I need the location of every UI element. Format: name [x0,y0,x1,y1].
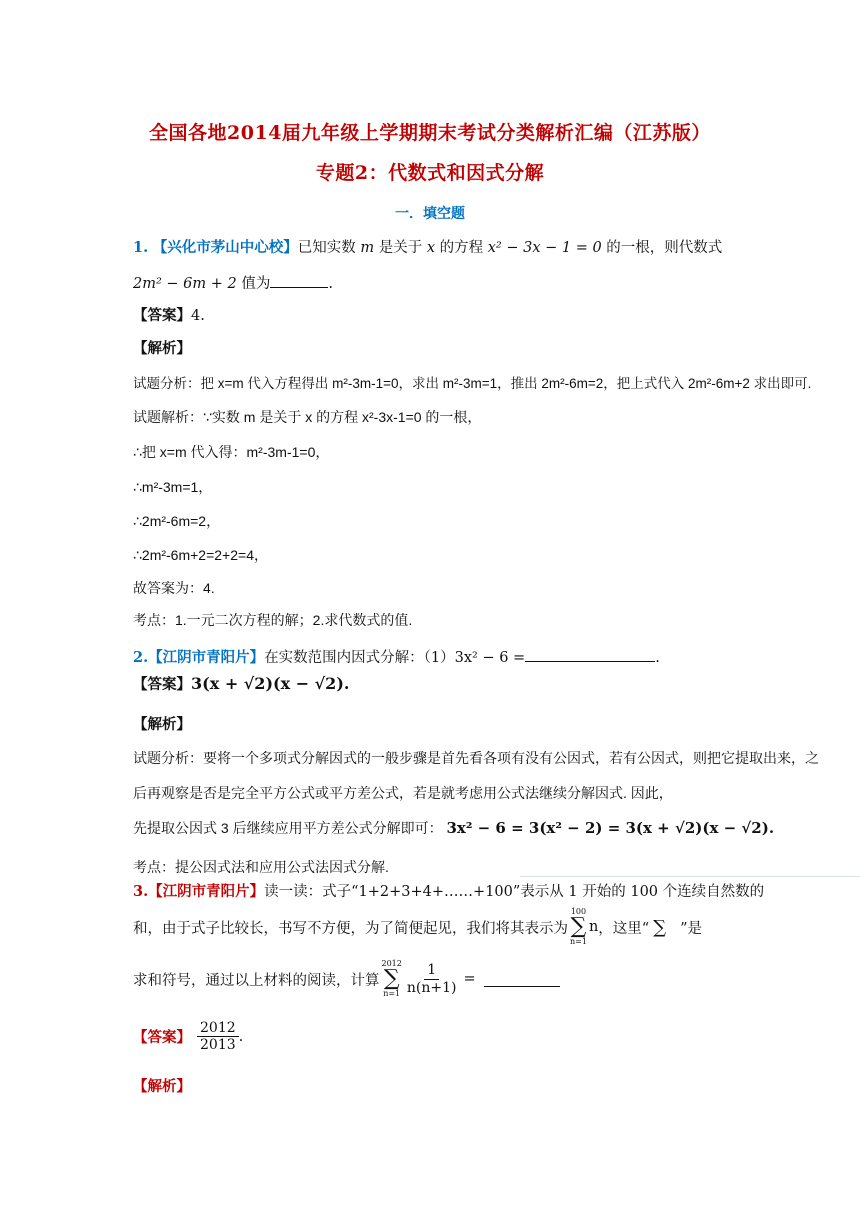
q3-sum-term: n [588,919,599,935]
q3-text-a: 读一读：式子“1+2+3+4+……+100”表示从 1 开始的 100 个连续自然数的 [264,884,765,900]
q3-source: 【江阴市青阳片】 [148,883,265,900]
q3-answer-blank [484,985,560,987]
q2-analysis-line: 试题分析：要将一个多项式分解因式的一般步骤是首先看各项有没有公因式，若有公因式，则把它提取出来，之 [133,750,819,766]
q1-text-c: 的方程 [439,240,484,256]
q1-answer-value: 4. [191,308,205,324]
q2-source: 【江阴市青阳片】 [148,649,265,666]
q3-sum-notation [570,908,587,946]
q3-text-c: ，这里“ [598,920,650,937]
q3-fraction [404,962,460,995]
q1-analysis-line: ∴m²-3m=1， [133,479,213,495]
q3-text-e: 求和符号，通过以上材料的阅读，计算 [133,972,380,989]
q1-knowledge-point: 考点：1.一元二次方程的解；2.求代数式的值. [133,612,413,628]
q3-fraction-numerator: 1 [424,962,439,979]
q3-text-b: 和，由于式子比较长，书写不方便，为了简便起见，我们将其表示为 [133,920,568,937]
sigma-icon: ∑ [383,966,400,991]
q1-expression: 2m² − 6m + 2 [133,276,237,292]
q1-analysis-line: ∴2m²-6m+2=2+2=4， [133,547,268,563]
sigma-icon: ∑ [653,916,667,938]
q3-answer-label: 【答案】 [133,1029,191,1047]
q1-analysis-line: ∴2m²-6m=2， [133,513,221,529]
q3-stem-line2 [133,908,702,946]
q2-answer-blank [525,660,655,662]
q1-analysis-line: 故答案为：4. [133,580,215,596]
q1-text-b: 是关于 [378,240,423,256]
q3-answer [133,1020,243,1053]
q1-var-m: m [360,240,375,256]
q3-text-d: ”是 [680,920,702,937]
q3-sum-notation [382,960,402,998]
q1-answer-label: 【答案】 [133,307,191,324]
q1-answer-blank [270,286,328,288]
q3-answer-end: . [238,1028,244,1045]
q1-text-end: . [328,276,333,292]
q1-analysis-line: ∴把 x=m 代入得：m²-3m-1=0， [133,444,330,460]
q1-analysis-line: 试题分析：把 x=m 代入方程得出 m²-3m-1=0，求出 m²-3m=1，推出 2m²-6m=2，把上式代入 2m²-6m+2 求出即可. [133,376,812,391]
q3-sum-lower-limit: n=1 [383,989,401,998]
q1-analysis-label: 【解析】 [133,340,191,357]
q1-text-d: 的一根，则代数式 [606,240,723,256]
q3-sum-upper-limit: 2012 [381,959,402,968]
q3-fraction-denominator: n(n+1) [406,979,457,996]
q1-analysis-line: 试题解析：∵实数 m 是关于 x 的方程 x²-3x-1=0 的一根， [133,409,482,425]
q3-answer-fraction [197,1020,239,1053]
q3-equals: = [463,971,476,987]
q2-text: 在实数范围内因式分解：（1）3x² − 6 = [264,650,526,666]
document-subtitle: 专题2：代数式和因式分解 [315,162,545,184]
q2-answer-value: 3(x + √2)(x − √2). [191,674,350,693]
q2-stem [133,646,660,667]
document-title: 全国各地2014届九年级上学期期末考试分类解析汇编（江苏版） [149,122,711,144]
q1-answer [133,304,205,325]
q1-equation: x² − 3x − 1 = 0 [487,240,602,256]
q2-analysis-label: 【解析】 [133,716,191,733]
q2-analysis-text: 先提取公因式 3 后继续应用平方差公式分解即可： [133,820,443,836]
q1-source: 【兴化市茅山中心校】 [152,239,298,256]
q2-answer [133,673,349,694]
q1-var-x: x [426,240,436,256]
q3-stem-line3 [133,960,560,998]
q3-analysis-label: 【解析】 [133,1078,191,1095]
q3-number: 3. [133,883,149,900]
q2-number: 2. [133,649,149,666]
q3-sum-upper-limit: 100 [570,907,587,916]
divider-line [520,876,860,877]
sigma-icon: ∑ [570,914,587,939]
section-heading: 一．填空题 [395,206,465,222]
q3-answer-denominator: 2013 [200,1037,236,1054]
q1-stem-line2 [133,272,333,293]
q1-text-e: 值为 [241,276,271,292]
q2-analysis-line: 后再观察是否是完全平方公式或平方差公式，若是就考虑用公式法继续分解因式. 因此， [133,785,673,801]
q3-answer-numerator: 2012 [197,1020,239,1037]
q2-answer-label: 【答案】 [133,676,191,693]
q3-sum-lower-limit: n=1 [570,937,587,946]
q1-number: 1. [133,239,149,256]
q2-knowledge-point: 考点：提公因式法和应用公式法因式分解. [133,859,389,875]
q2-text-end: . [655,650,660,666]
q2-factorization: 3x² − 6 = 3(x² − 2) = 3(x + √2)(x − √2). [446,819,775,837]
q2-analysis-line [133,818,774,838]
q3-stem-line1 [133,880,764,901]
q1-stem [133,236,722,257]
q1-text-a: 已知实数 [297,240,356,256]
